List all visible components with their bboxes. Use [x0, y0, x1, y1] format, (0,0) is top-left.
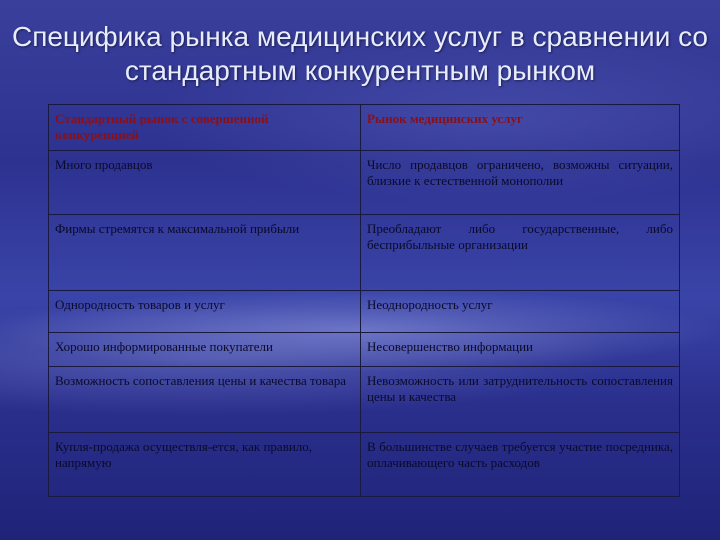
table-cell: Фирмы стремятся к максимальной прибыли	[49, 215, 361, 291]
table-cell: Несовершенство информации	[361, 333, 680, 367]
table-cell: Однородность товаров и услуг	[49, 291, 361, 333]
table-cell: Невозможность или затруднительность сопоставления цены и качества	[361, 367, 680, 433]
comparison-table	[48, 104, 680, 497]
table-header-row	[49, 105, 680, 151]
table-cell: Хорошо информированные покупатели	[49, 333, 361, 367]
table-cell: Число продавцов ограничено, возможны ситуации, близкие к естественной монополии	[361, 151, 680, 215]
table-row	[49, 433, 680, 497]
table-cell: Неоднородность услуг	[361, 291, 680, 333]
table-row	[49, 367, 680, 433]
table-cell: В большинстве случаев требуется участие посредника, оплачивающего часть расходов	[361, 433, 680, 497]
header-medical-market: Рынок медицинских услуг	[361, 105, 680, 151]
table-row	[49, 291, 680, 333]
table-cell: Много продавцов	[49, 151, 361, 215]
slide-title: Специфика рынка медицинских услуг в сравнении со стандартным конкурентным рынком	[11, 21, 709, 86]
table-row	[49, 151, 680, 215]
table-cell: Возможность сопоставления цены и качества товара	[49, 367, 361, 433]
header-standard-market: Стандартный рынок с совершенной конкуренцией	[49, 105, 361, 151]
table-row	[49, 215, 680, 291]
table-row	[49, 333, 680, 367]
table-cell: Купля-продажа осуществля-ется, как правило, напрямую	[49, 433, 361, 497]
table-cell: Преобладают либо государственные, либо бесприбыльные организации	[361, 215, 680, 291]
